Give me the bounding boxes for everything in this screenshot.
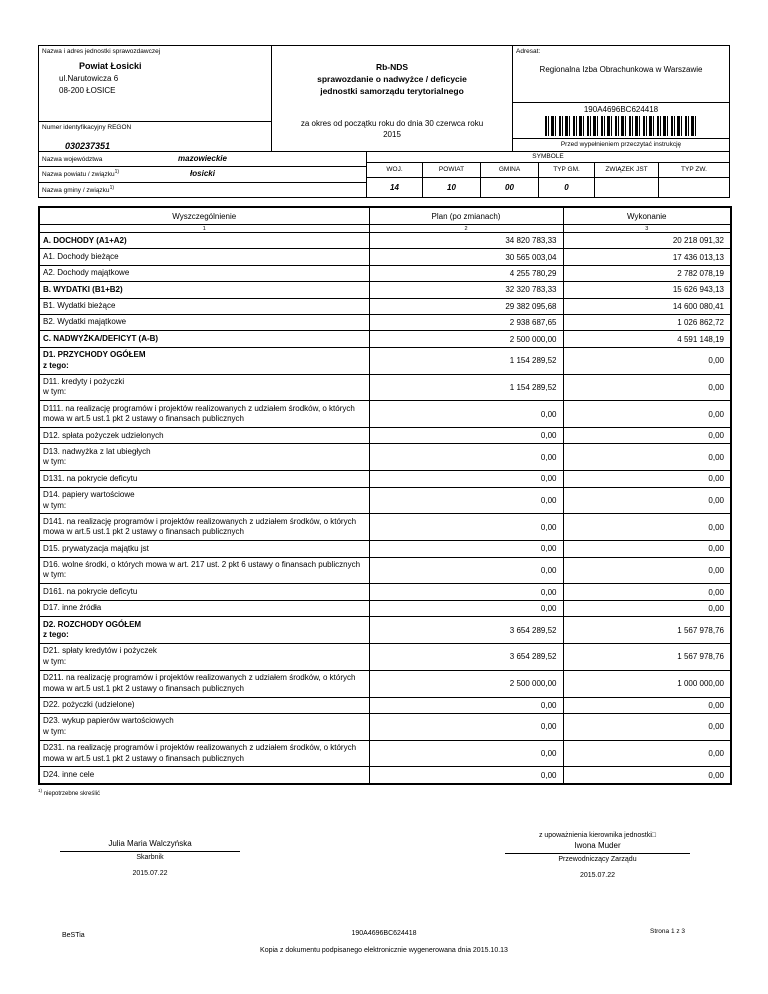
signature-block-left: [60, 839, 240, 877]
row-plan-value: 0,00: [369, 487, 563, 514]
report-document: [38, 45, 730, 797]
row-label: D14. papiery wartościowe: [43, 490, 135, 500]
table-row: [39, 314, 731, 330]
table-row: [39, 401, 731, 428]
row-plan-value: 32 320 783,33: [369, 282, 563, 298]
footnote-marker: 1): [114, 169, 120, 176]
symbols-header-row: [367, 163, 729, 178]
row-label: D17. inne źródła: [43, 603, 102, 613]
footnote: [38, 788, 730, 797]
row-label: A2. Dochody majątkowe: [43, 268, 130, 278]
row-plan-value: 29 382 095,68: [369, 298, 563, 314]
row-plan-value: 1 154 289,52: [369, 374, 563, 401]
addressee-box: [513, 46, 729, 151]
row-wykonanie-value: 2 782 078,19: [563, 265, 731, 281]
row-plan-value: 2 938 687,65: [369, 314, 563, 330]
region-row-wojewodztwo: [39, 152, 366, 167]
reporting-unit-box: [39, 46, 272, 151]
footnote-marker: 1): [38, 787, 43, 793]
report-table-header-row: [39, 207, 731, 225]
row-label: D131. na pokrycie deficytu: [43, 473, 138, 483]
row-label: A1. Dochody bieżące: [43, 251, 119, 261]
symbol-value: 10: [423, 178, 481, 197]
row-wykonanie-value: 0,00: [563, 541, 731, 557]
table-row: [39, 282, 731, 298]
period-line-2: 2015: [383, 130, 401, 140]
table-row: [39, 600, 731, 616]
row-label: D21. spłaty kredytów i pożyczek: [43, 646, 157, 656]
row-label: D2. ROZCHODY OGÓŁEM: [43, 619, 142, 629]
row-plan-value: 0,00: [369, 697, 563, 713]
instruction-note: Przed wypełnieniem przeczytać instrukcję: [560, 141, 682, 148]
table-row: [39, 347, 731, 374]
table-row: [39, 541, 731, 557]
form-subtitle-2: jednostki samorządu terytorialnego: [320, 85, 464, 96]
row-label: D1. PRZYCHODY OGÓŁEM: [43, 350, 146, 360]
row-label: A. DOCHODY (A1+A2): [43, 235, 127, 245]
row-label: D211. na realizację programów i projektów realizowanych z udziałem środków, o których mowa w art.5 ust.1 pkt 2 ustawy o finansach publicznych: [43, 673, 356, 693]
form-subtitle-1: sprawozdanie o nadwyżce / deficycie: [317, 73, 467, 84]
region-label-text: Nazwa gminy / związku: [42, 186, 110, 194]
row-sublabel: z tego:: [43, 360, 69, 370]
symbols-value-row: [367, 178, 729, 197]
addressee-name: Regionalna Izba Obrachunkowa w Warszawie: [539, 64, 703, 74]
table-row: [39, 428, 731, 444]
row-plan-value: 0,00: [369, 514, 563, 541]
table-row: [39, 233, 731, 249]
row-wykonanie-value: 0,00: [563, 428, 731, 444]
row-plan-value: 1 154 289,52: [369, 347, 563, 374]
row-wykonanie-value: 0,00: [563, 374, 731, 401]
column-number: 1: [39, 225, 369, 233]
form-code: Rb-NDS: [375, 62, 409, 72]
row-wykonanie-value: 0,00: [563, 600, 731, 616]
row-sublabel: w tym:: [43, 570, 67, 580]
table-row: [39, 713, 731, 740]
symbol-header: TYP ZW.: [681, 166, 707, 173]
row-label: D13. nadwyżka z lat ubiegłych: [43, 446, 151, 456]
region-value: mazowieckie: [178, 154, 227, 163]
row-label: D12. spłata pożyczek udzielonych: [43, 430, 164, 440]
row-plan-value: 0,00: [369, 557, 563, 584]
table-row: [39, 444, 731, 471]
row-plan-value: 0,00: [369, 541, 563, 557]
row-plan-value: 2 500 000,00: [369, 331, 563, 347]
column-header-plan: Plan (po zmianach): [369, 207, 563, 225]
row-label: D24. inne cele: [43, 769, 95, 779]
row-plan-value: 0,00: [369, 600, 563, 616]
row-plan-value: 0,00: [369, 444, 563, 471]
unit-address-city: 08-200 ŁOSICE: [59, 85, 116, 95]
signature-date: 2015.07.22: [132, 870, 168, 877]
row-wykonanie-value: 1 026 862,72: [563, 314, 731, 330]
row-plan-value: 0,00: [369, 584, 563, 600]
footer-page-info: Strona 1 z 3: [650, 928, 686, 935]
row-wykonanie-value: 0,00: [563, 444, 731, 471]
row-plan-value: 0,00: [369, 471, 563, 487]
row-label: B1. Wydatki bieżące: [43, 301, 116, 311]
row-plan-value: 4 255 780,29: [369, 265, 563, 281]
symbols-title: SYMBOLE: [367, 152, 729, 163]
row-wykonanie-value: 0,00: [563, 401, 731, 428]
region-row-powiat: [39, 167, 366, 182]
signer-name: Julia Maria Walczyńska: [108, 839, 192, 848]
column-number-row: [39, 225, 731, 233]
row-label: D161. na pokrycie deficytu: [43, 586, 138, 596]
table-row: [39, 487, 731, 514]
signature-line: [60, 851, 240, 852]
footer-copy-note: Kopia z dokumentu podpisanego elektronicznie wygenerowana dnia 2015.10.13: [260, 947, 508, 954]
row-plan-value: 3 654 289,52: [369, 643, 563, 670]
table-row: [39, 514, 731, 541]
column-header-wyszczegolnienie: Wyszczególnienie: [39, 207, 369, 225]
table-row: [39, 331, 731, 347]
table-row: [39, 617, 731, 644]
symbol-value: 00: [481, 178, 539, 197]
table-row: [39, 374, 731, 401]
symbol-value: 14: [367, 178, 423, 197]
column-header-wykonanie: Wykonanie: [563, 207, 731, 225]
region-names: [39, 152, 367, 197]
row-wykonanie-value: 0,00: [563, 740, 731, 767]
spacer: [513, 74, 729, 102]
form-header: [38, 45, 730, 198]
row-sublabel: w tym:: [43, 726, 67, 736]
header-top: [39, 46, 729, 151]
symbol-value: [595, 178, 659, 197]
footnote-marker: 1): [109, 184, 115, 191]
region-label-text: Nazwa województwa: [42, 156, 103, 164]
authorization-note: z upoważnienia kierownika jednostki□: [538, 832, 657, 839]
row-plan-value: 0,00: [369, 401, 563, 428]
report-table: [38, 206, 732, 785]
row-wykonanie-value: 0,00: [563, 584, 731, 600]
footnote-text: niepotrzebne skreślić: [43, 790, 101, 797]
row-wykonanie-value: 1 567 978,76: [563, 617, 731, 644]
signer-role: Przewodniczący Zarządu: [558, 856, 637, 863]
symbol-header: WOJ.: [367, 163, 423, 177]
row-wykonanie-value: 0,00: [563, 713, 731, 740]
row-wykonanie-value: 0,00: [563, 557, 731, 584]
report-table-body: [39, 233, 731, 784]
row-wykonanie-value: 14 600 080,41: [563, 298, 731, 314]
row-plan-value: 30 565 003,04: [369, 249, 563, 265]
signer-name: Iwona Muder: [574, 841, 621, 850]
signature-date: 2015.07.22: [579, 872, 616, 879]
symbols-box: [367, 152, 729, 197]
footer-document-id: 190A4696BC624418: [351, 930, 417, 937]
signature-line: [505, 853, 690, 854]
row-label: D16. wolne środki, o których mowa w art. 217 ust. 2 pkt 6 ustawy o finansach publicznych: [43, 560, 361, 570]
row-label: B. WYDATKI (B1+B2): [43, 284, 123, 294]
addressee-label: Adresat:: [516, 48, 541, 55]
table-row: [39, 249, 731, 265]
table-row: [39, 298, 731, 314]
row-label: D22. pożyczki (udzielone): [43, 700, 135, 709]
region-value: łosicki: [190, 169, 215, 179]
form-title: [272, 62, 512, 98]
region-value: [39, 183, 366, 197]
row-label: D23. wykup papierów wartościowych: [43, 716, 174, 726]
row-wykonanie-value: 0,00: [563, 767, 731, 784]
period-line-1: za okres od początku roku do dnia 30 czerwca roku: [300, 118, 484, 128]
row-plan-value: 34 820 783,33: [369, 233, 563, 249]
unit-name: Powiat Łosicki: [79, 60, 142, 71]
row-wykonanie-value: 0,00: [563, 471, 731, 487]
row-plan-value: 0,00: [369, 713, 563, 740]
row-label: D15. prywatyzacja majątku jst: [43, 543, 149, 553]
symbol-header: POWIAT: [423, 163, 481, 177]
row-plan-value: 3 654 289,52: [369, 617, 563, 644]
column-number: 3: [563, 225, 731, 233]
form-title-box: [272, 46, 513, 151]
report-period: [272, 118, 512, 141]
divider: [513, 102, 729, 103]
row-wykonanie-value: 0,00: [563, 514, 731, 541]
symbol-header: TYP GM.: [539, 163, 595, 177]
row-wykonanie-value: 1 567 978,76: [563, 643, 731, 670]
table-row: [39, 471, 731, 487]
row-wykonanie-value: 4 591 148,19: [563, 331, 731, 347]
region-row-gmina: [39, 183, 366, 197]
column-number: 2: [369, 225, 563, 233]
regon-value: 030237351: [65, 141, 111, 151]
barcode-image: [545, 116, 697, 136]
table-row: [39, 557, 731, 584]
row-sublabel: w tym:: [43, 500, 67, 510]
row-wykonanie-value: 17 436 013,13: [563, 249, 731, 265]
row-label: B2. Wydatki majątkowe: [43, 317, 127, 327]
row-wykonanie-value: 15 626 943,13: [563, 282, 731, 298]
row-plan-value: 0,00: [369, 767, 563, 784]
symbol-header: GMINA: [481, 163, 539, 177]
row-sublabel: z tego:: [43, 630, 69, 640]
row-plan-value: 0,00: [369, 740, 563, 767]
table-row: [39, 584, 731, 600]
row-plan-value: 2 500 000,00: [369, 670, 563, 697]
row-sublabel: w tym:: [43, 387, 67, 397]
region-label-text: Nazwa powiatu / związku: [42, 171, 115, 179]
row-plan-value: 0,00: [369, 428, 563, 444]
signature-block-right: [505, 832, 690, 879]
table-row: [39, 265, 731, 281]
row-label: D141. na realizację programów i projektów realizowanych z udziałem środków, o których mowa w art.5 ust.1 pkt 2 ustawy o finansach publicznych: [43, 516, 357, 537]
table-row: [39, 697, 731, 713]
table-row: [39, 643, 731, 670]
footer-app-name: BeSTia: [62, 932, 85, 939]
unit-box-label: Nazwa i adres jednostki sprawozdawczej: [42, 48, 161, 55]
row-label: C. NADWYŻKA/DEFICYT (A-B): [43, 333, 159, 343]
table-row: [39, 740, 731, 767]
symbol-value: [659, 178, 729, 197]
header-bottom: [39, 151, 729, 197]
row-wykonanie-value: 0,00: [563, 487, 731, 514]
signer-role: Skarbnik: [136, 854, 164, 861]
row-label: D11. kredyty i pożyczki: [43, 377, 125, 387]
spacer: [39, 95, 271, 121]
row-wykonanie-value: 1 000 000,00: [563, 670, 731, 697]
row-sublabel: w tym:: [43, 457, 67, 467]
symbol-header: ZWIĄZEK JST: [595, 163, 659, 177]
document-id: 190A4696BC624418: [583, 105, 659, 114]
row-label: D111. na realizację programów i projektów realizowanych z udziałem środków, o których mowa w art.5 ust.1 pkt 2 ustawy o finansach publicznych: [43, 403, 355, 424]
table-row: [39, 670, 731, 697]
row-label: D231. na realizację programów i projektów realizowanych z udziałem środków, o których mowa w art.5 ust.1 pkt 2 ustawy o finansach publicznych: [43, 743, 357, 763]
regon-label: Numer identyfikacyjny REGON: [42, 124, 132, 132]
unit-address-street: ul.Narutowicza 6: [59, 73, 119, 83]
row-sublabel: w tym:: [43, 656, 67, 666]
table-row: [39, 767, 731, 784]
row-wykonanie-value: 20 218 091,32: [563, 233, 731, 249]
row-wykonanie-value: 0,00: [563, 697, 731, 713]
row-wykonanie-value: 0,00: [563, 347, 731, 374]
symbol-value: 0: [539, 178, 595, 197]
